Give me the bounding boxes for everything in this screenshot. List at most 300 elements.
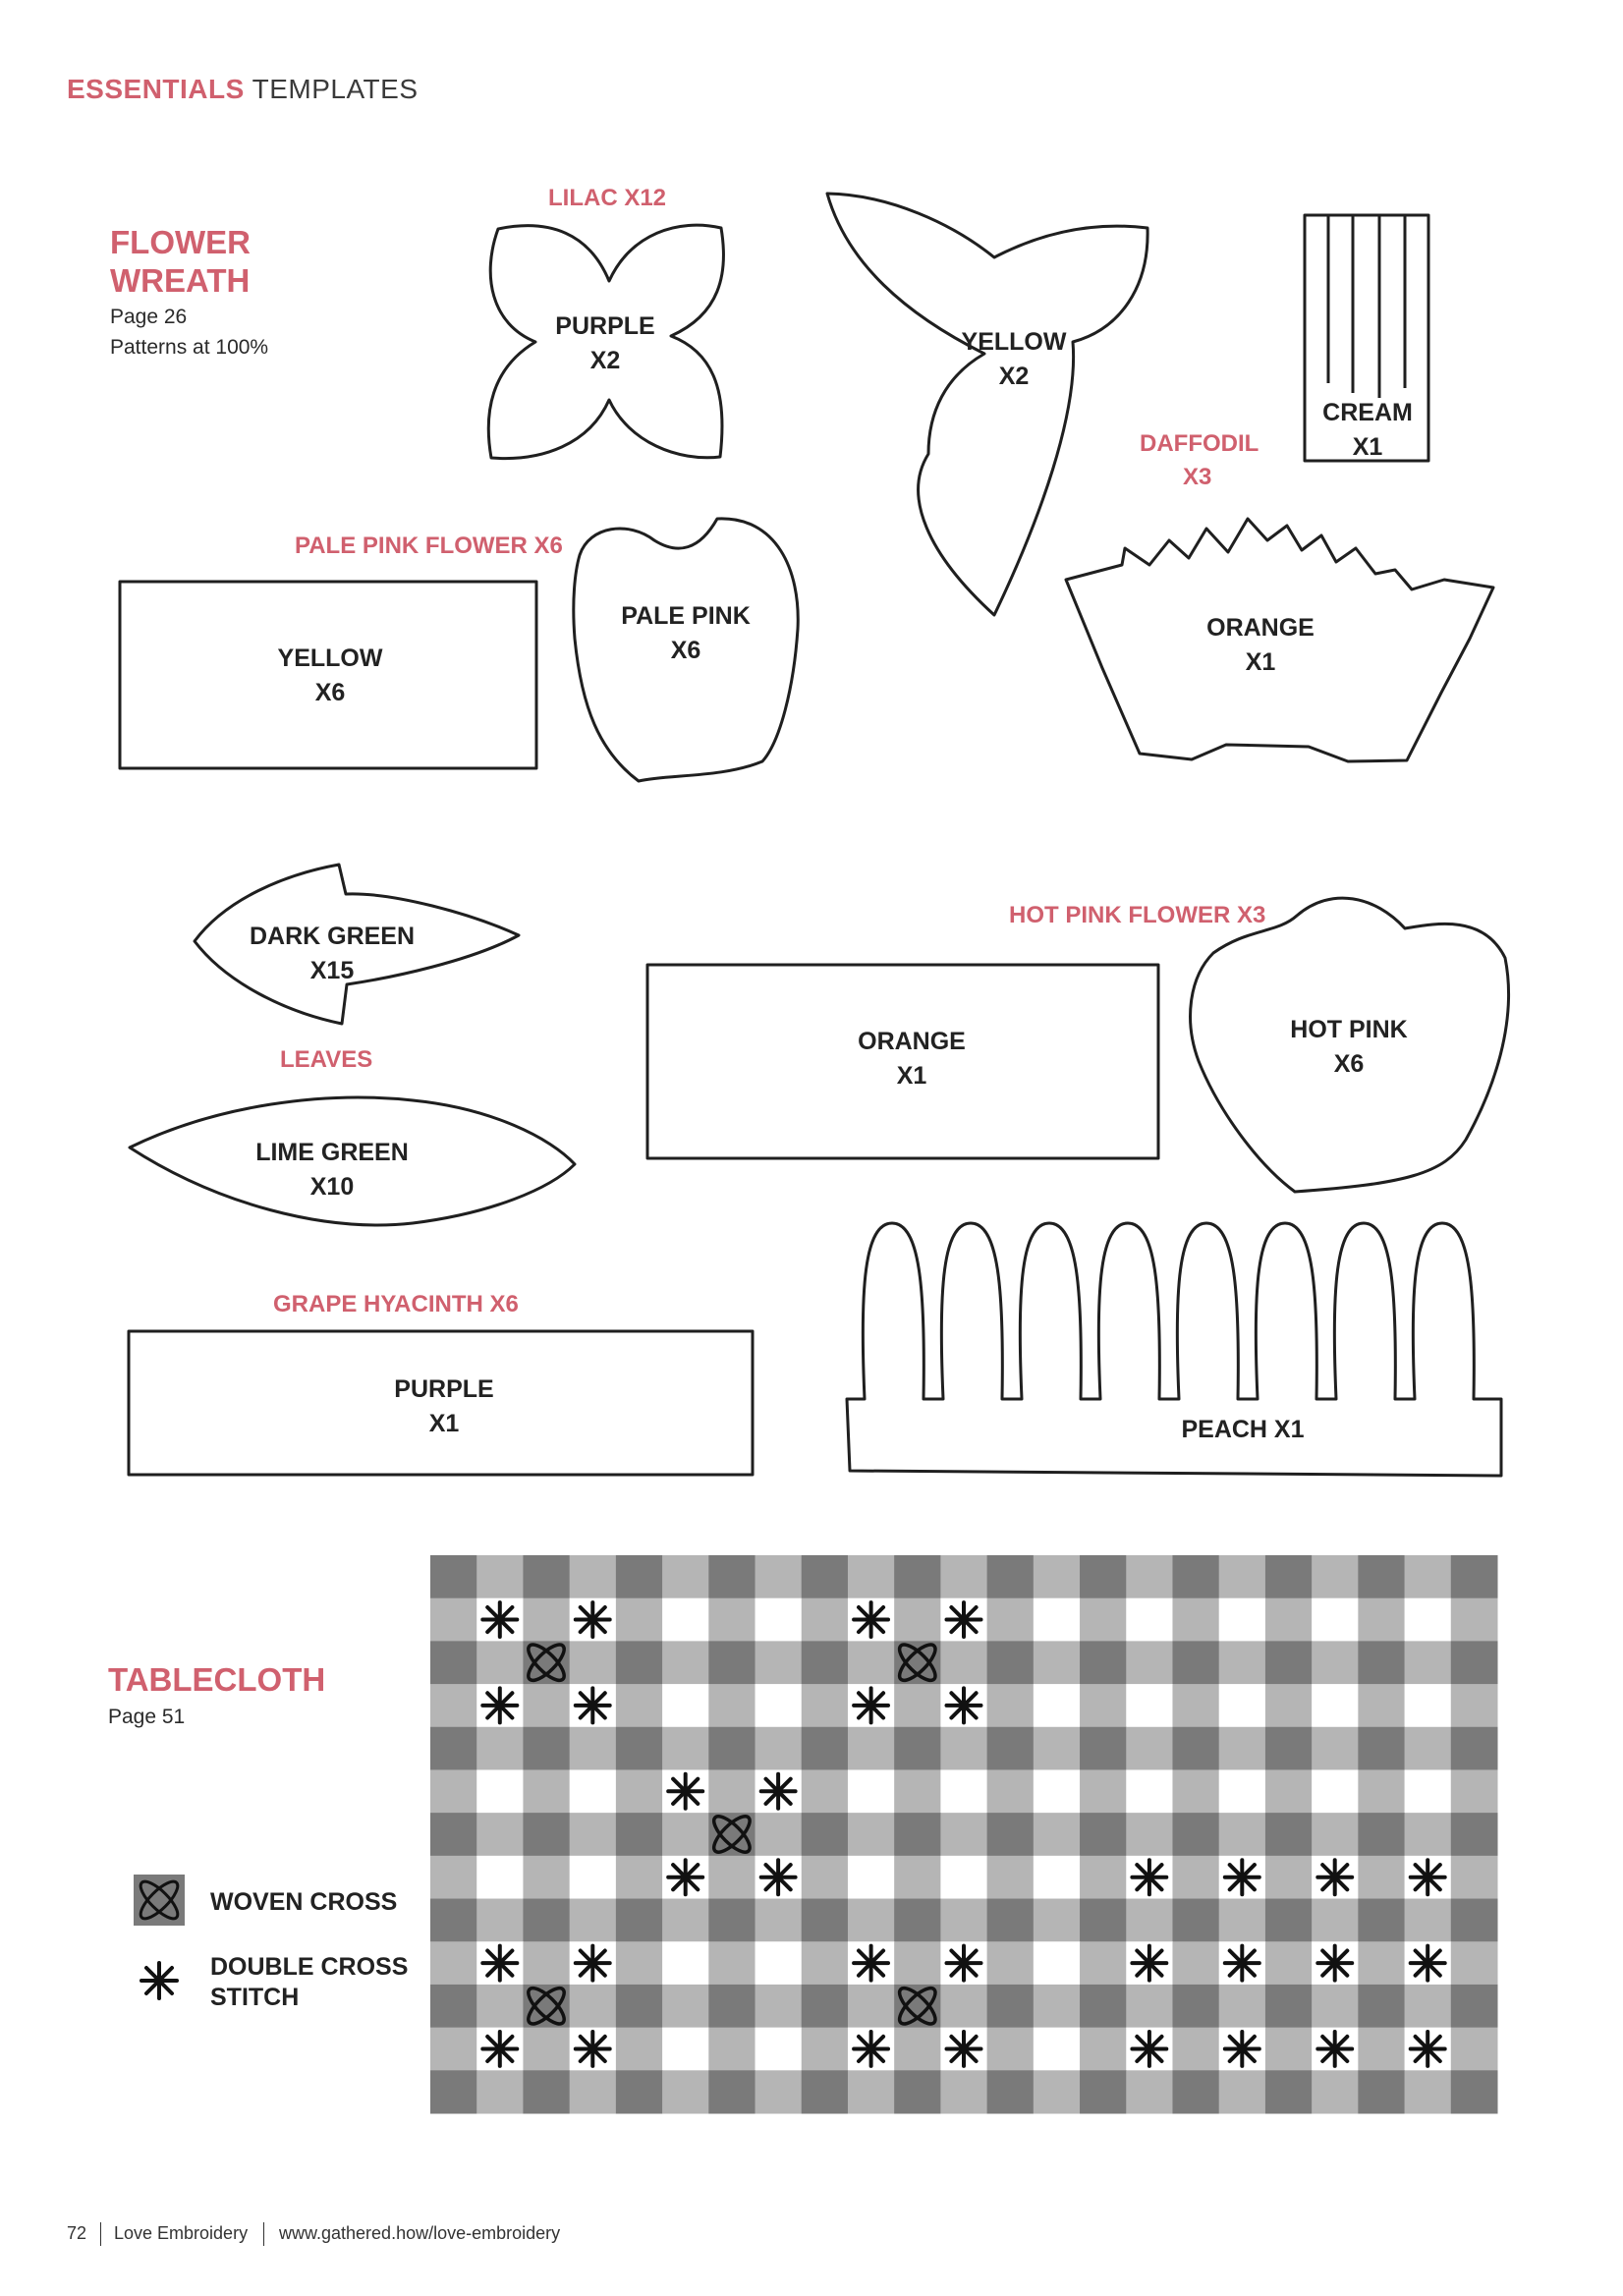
double-cross-stitch [1132, 1946, 1166, 1981]
gingham-cell [1358, 1941, 1405, 1985]
gingham-cell [1451, 1941, 1498, 1985]
gingham-cell [1219, 1727, 1266, 1770]
gingham-cell [1358, 1684, 1405, 1727]
pale-pink-strip-quantity: X6 [314, 678, 346, 706]
double-cross-stitch [668, 1860, 702, 1894]
gingham-cell [756, 1941, 803, 1985]
gingham-cell [662, 1598, 709, 1642]
gingham-cell [1451, 1555, 1498, 1598]
double-cross-stitch [1132, 1860, 1166, 1894]
gingham-cell [616, 1555, 663, 1598]
gingham-cell [1126, 1813, 1173, 1856]
gingham-cell [987, 1899, 1035, 1942]
gingham-cell [662, 1813, 709, 1856]
gingham-cell [848, 1985, 895, 2028]
daffodil-trumpet-colour: ORANGE [1206, 614, 1315, 642]
double-cross-stitch [482, 2032, 517, 2066]
daffodil-stamen-colour: CREAM [1322, 399, 1413, 426]
gingham-cell [1358, 1985, 1405, 2028]
gingham-cell [894, 1555, 941, 1598]
gingham-cell [1358, 1899, 1405, 1942]
gingham-cell [430, 2028, 477, 2071]
gingham-cell [1080, 1684, 1127, 1727]
flower-wreath-title-2: WREATH [110, 262, 251, 299]
gingham-cell [848, 1727, 895, 1770]
gingham-cell [848, 1555, 895, 1598]
double-cross-stitch [576, 1602, 610, 1637]
double-cross-stitch [1317, 1860, 1352, 1894]
double-cross-stitch [1317, 2032, 1352, 2066]
pale-pink-petal-label [621, 599, 751, 667]
gingham-cell [1265, 1985, 1313, 2028]
gingham-cell [1172, 1684, 1219, 1727]
dark-green-leaf-label [250, 920, 415, 987]
gingham-cell [1080, 1641, 1127, 1684]
gingham-cell [616, 2070, 663, 2113]
gingham-cell [1358, 1727, 1405, 1770]
gingham-cell [1265, 2070, 1313, 2113]
gingham-cell [1451, 1899, 1498, 1942]
gingham-cell [430, 1769, 477, 1813]
gingham-cell [802, 1555, 849, 1598]
gingham-cell [1312, 1899, 1359, 1942]
lilac-piece-label [555, 309, 654, 377]
gingham-cell [1358, 1598, 1405, 1642]
gingham-cell [848, 1769, 895, 1813]
gingham-cell [940, 1899, 987, 1942]
grape-hyacinth-group-label: GRAPE HYACINTH X6 [273, 1291, 519, 1317]
double-cross-stitch [1411, 1860, 1445, 1894]
gingham-cell [1080, 2028, 1127, 2071]
gingham-cell [1219, 2070, 1266, 2113]
gingham-cell [570, 1641, 617, 1684]
gingham-cell [987, 2070, 1035, 2113]
gingham-cell [848, 1856, 895, 1899]
gingham-cell [756, 1684, 803, 1727]
gingham-cell [1080, 1899, 1127, 1942]
gingham-cell [616, 1598, 663, 1642]
grape-hyacinth-strip-label [394, 1372, 493, 1440]
gingham-cell [1034, 2070, 1081, 2113]
hot-pink-petal-label [1290, 1013, 1407, 1081]
double-cross-stitch [1132, 2032, 1166, 2066]
gingham-cell [894, 1941, 941, 1985]
flower-wreath-page: Page 26 [110, 306, 188, 328]
gingham-cell [848, 1641, 895, 1684]
tablecloth-title: TABLECLOTH [108, 1661, 326, 1698]
gingham-cell [430, 1684, 477, 1727]
gingham-cell [1034, 1941, 1081, 1985]
gingham-cell [1312, 1555, 1359, 1598]
gingham-cell [430, 1985, 477, 2028]
gingham-cell [430, 1555, 477, 1598]
grape-hyacinth-strip-colour: PURPLE [394, 1375, 494, 1403]
gingham-cell [1451, 1598, 1498, 1642]
gingham-cell [523, 1684, 570, 1727]
gingham-cell [1451, 1856, 1498, 1899]
pale-pink-strip-colour: YELLOW [277, 644, 383, 672]
gingham-cell [708, 2070, 756, 2113]
double-cross-stitch [947, 1688, 981, 1722]
gingham-cell [940, 1641, 987, 1684]
gingham-cell [476, 1813, 524, 1856]
gingham-cell [570, 1555, 617, 1598]
double-cross-stitch [947, 1602, 981, 1637]
gingham-cell [756, 2070, 803, 2113]
double-cross-stitch [854, 1602, 888, 1637]
footer-separator-2 [263, 2222, 264, 2246]
hot-pink-strip-label [858, 1025, 966, 1092]
gingham-cell [1265, 1727, 1313, 1770]
gingham-cell [1405, 1899, 1452, 1942]
gingham-cell [1034, 1985, 1081, 2028]
gingham-cell [430, 2070, 477, 2113]
gingham-cell [523, 1555, 570, 1598]
woven-cross-legend-label: WOVEN CROSS [210, 1888, 398, 1916]
gingham-cell [848, 1813, 895, 1856]
gingham-cell [894, 1598, 941, 1642]
daffodil-petals-label [962, 325, 1067, 393]
double-cross-stitch [947, 2032, 981, 2066]
gingham-cell [662, 1641, 709, 1684]
gingham-cell [802, 1899, 849, 1942]
gingham-cell [708, 2028, 756, 2071]
gingham-cell [708, 1985, 756, 2028]
gingham-cell [662, 1555, 709, 1598]
double-cross-stitch [1225, 1946, 1259, 1981]
double-cross-stitch [1411, 1946, 1445, 1981]
gingham-cell [570, 1899, 617, 1942]
gingham-cell [616, 1856, 663, 1899]
gingham-cell [1312, 2070, 1359, 2113]
gingham-cell [1219, 1899, 1266, 1942]
lime-green-leaf-quantity: X10 [309, 1172, 355, 1201]
gingham-cell [1312, 1598, 1359, 1642]
gingham-cell [662, 1727, 709, 1770]
daffodil-group-label-1: DAFFODIL [1140, 430, 1259, 457]
gingham-cell [1172, 1899, 1219, 1942]
gingham-cell [756, 1555, 803, 1598]
gingham-cell [1219, 1555, 1266, 1598]
gingham-cell [1172, 1641, 1219, 1684]
gingham-cell [523, 1769, 570, 1813]
double-cross-stitch [1317, 1946, 1352, 1981]
gingham-cell [708, 1598, 756, 1642]
gingham-cell [987, 1769, 1035, 1813]
flower-wreath-title-1: FLOWER [110, 224, 251, 260]
gingham-cell [1265, 1684, 1313, 1727]
gingham-cell [1126, 1769, 1173, 1813]
hot-pink-petal-colour: HOT PINK [1290, 1016, 1408, 1043]
gingham-cell [1034, 1684, 1081, 1727]
gingham-cell [616, 1641, 663, 1684]
gingham-cell [1405, 2070, 1452, 2113]
gingham-cell [802, 1598, 849, 1642]
daffodil-petals-colour: YELLOW [961, 328, 1067, 356]
gingham-cell [1219, 1985, 1266, 2028]
gingham-cell [1172, 2070, 1219, 2113]
gingham-cell [1312, 1684, 1359, 1727]
gingham-cell [1126, 1985, 1173, 2028]
gingham-cell [708, 1641, 756, 1684]
lilac-group-label: LILAC X12 [548, 185, 667, 211]
gingham-cell [1312, 1769, 1359, 1813]
gingham-cell [430, 1813, 477, 1856]
gingham-cell [1034, 2028, 1081, 2071]
daffodil-stamen-quantity: X1 [1352, 432, 1383, 461]
gingham-cell [1265, 1769, 1313, 1813]
gingham-cell [616, 1813, 663, 1856]
double-cross-stitch [761, 1860, 796, 1894]
gingham-cell [802, 1684, 849, 1727]
gingham-cell [802, 2028, 849, 2071]
gingham-cell [802, 1813, 849, 1856]
gingham-cell [1451, 2028, 1498, 2071]
gingham-cell [1219, 1684, 1266, 1727]
gingham-cell [476, 1856, 524, 1899]
gingham-cell [802, 1727, 849, 1770]
gingham-cell [1080, 2070, 1127, 2113]
gingham-cell [1172, 1727, 1219, 1770]
gingham-cell [1172, 1985, 1219, 2028]
double-cross-stitch [854, 2032, 888, 2066]
header-highlight: ESSENTIALS [67, 74, 245, 104]
gingham-cell [1172, 1813, 1219, 1856]
gingham-cell [523, 1941, 570, 1985]
gingham-cell [1265, 1598, 1313, 1642]
daffodil-stamen-label [1322, 396, 1413, 464]
double-cross-stitch [1411, 2032, 1445, 2066]
gingham-cell [756, 1727, 803, 1770]
gingham-cell [1080, 1985, 1127, 2028]
gingham-cell [940, 1856, 987, 1899]
gingham-cell [1172, 1769, 1219, 1813]
daffodil-petals-quantity: X2 [998, 362, 1030, 390]
gingham-cell [708, 1856, 756, 1899]
gingham-cell [1265, 1941, 1313, 1985]
gingham-cell [894, 1769, 941, 1813]
gingham-cell [1219, 1813, 1266, 1856]
gingham-cell [616, 1985, 663, 2028]
hot-pink-group-label: HOT PINK FLOWER X3 [1009, 902, 1266, 928]
gingham-cell [1265, 1899, 1313, 1942]
gingham-cell [662, 2070, 709, 2113]
gingham-cell [894, 1813, 941, 1856]
gingham-cell [894, 1899, 941, 1942]
double-cross-stitch [1225, 1860, 1259, 1894]
pale-pink-strip-label [278, 642, 383, 709]
grape-hyacinth-strip-quantity: X1 [428, 1409, 460, 1437]
double-cross-legend-label-2: STITCH [210, 1984, 300, 2011]
gingham-cell [570, 2070, 617, 2113]
gingham-cell [1034, 1555, 1081, 1598]
gingham-cell [1405, 1727, 1452, 1770]
gingham-cell [1451, 1769, 1498, 1813]
gingham-cell [662, 1899, 709, 1942]
gingham-cell [1219, 1769, 1266, 1813]
gingham-cell [523, 2070, 570, 2113]
gingham-cell [940, 2070, 987, 2113]
gingham-cell [1358, 1813, 1405, 1856]
gingham-cell [1034, 1856, 1081, 1899]
pale-pink-group-label: PALE PINK FLOWER X6 [295, 532, 563, 559]
gingham-cell [1405, 1555, 1452, 1598]
page-header [67, 73, 419, 106]
gingham-cell [616, 1769, 663, 1813]
gingham-cell [1451, 1641, 1498, 1684]
gingham-cell [708, 1769, 756, 1813]
gingham-cell [1172, 1856, 1219, 1899]
gingham-cell [1405, 1598, 1452, 1642]
gingham-cell [616, 1684, 663, 1727]
gingham-cell [570, 1769, 617, 1813]
gingham-cell [1080, 1941, 1127, 1985]
gingham-cell [430, 1899, 477, 1942]
gingham-cell [1126, 1899, 1173, 1942]
double-cross-stitch [576, 1946, 610, 1981]
gingham-cell [1080, 1813, 1127, 1856]
gingham-cell [1312, 1641, 1359, 1684]
gingham-cell [523, 1856, 570, 1899]
gingham-cell [430, 1727, 477, 1770]
double-cross-stitch [761, 1774, 796, 1809]
gingham-cell [1172, 1598, 1219, 1642]
lime-green-leaf-colour: LIME GREEN [255, 1139, 409, 1166]
gingham-cell [1219, 1641, 1266, 1684]
gingham-cell [1080, 1856, 1127, 1899]
gingham-cell [1358, 1769, 1405, 1813]
gingham-cell [1080, 1555, 1127, 1598]
gingham-cell [570, 1727, 617, 1770]
gingham-cell [940, 1985, 987, 2028]
double-cross-legend-icon [134, 1955, 185, 2006]
gingham-cell [1405, 1769, 1452, 1813]
gingham-cell [802, 1985, 849, 2028]
footer-separator-1 [100, 2222, 101, 2246]
gingham-cell [523, 1813, 570, 1856]
gingham-cell [1080, 1769, 1127, 1813]
gingham-cell [1126, 1598, 1173, 1642]
gingham-cell [1265, 2028, 1313, 2071]
pale-pink-petal-colour: PALE PINK [621, 602, 751, 630]
gingham-cell [987, 1856, 1035, 1899]
gingham-cell [1358, 1555, 1405, 1598]
gingham-cell [708, 1899, 756, 1942]
footer-url[interactable]: www.gathered.how/love-embroidery [279, 2223, 561, 2243]
gingham-cell [1126, 1684, 1173, 1727]
lime-green-leaf-label [255, 1136, 409, 1204]
gingham-cell [1034, 1641, 1081, 1684]
gingham-cell [430, 1641, 477, 1684]
gingham-cell [708, 1941, 756, 1985]
gingham-cell [1172, 2028, 1219, 2071]
hot-pink-petal-quantity: X6 [1333, 1049, 1365, 1078]
gingham-cell [1265, 1856, 1313, 1899]
double-cross-stitch [576, 1688, 610, 1722]
gingham-cell [894, 2028, 941, 2071]
gingham-cell [894, 1684, 941, 1727]
gingham-cell [756, 1641, 803, 1684]
gingham-cell [987, 1684, 1035, 1727]
gingham-cell [476, 1899, 524, 1942]
gingham-cell [1358, 2028, 1405, 2071]
gingham-cell [1034, 1899, 1081, 1942]
gingham-cell [430, 1856, 477, 1899]
gingham-cell [1358, 2070, 1405, 2113]
gingham-cell [1126, 2070, 1173, 2113]
gingham-cell [523, 1598, 570, 1642]
lilac-quantity: X2 [589, 346, 621, 374]
gingham-cell [1405, 1684, 1452, 1727]
gingham-cell [802, 1641, 849, 1684]
gingham-cell [894, 1727, 941, 1770]
gingham-cell [476, 1727, 524, 1770]
gingham-cell [1172, 1555, 1219, 1598]
gingham-cell [430, 1598, 477, 1642]
gingham-cell [987, 2028, 1035, 2071]
gingham-cell [1126, 1641, 1173, 1684]
gingham-cell [802, 2070, 849, 2113]
footer-magazine: Love Embroidery [114, 2223, 249, 2243]
double-cross-stitch [576, 2032, 610, 2066]
gingham-cell [1451, 1985, 1498, 2028]
gingham-cell [476, 1641, 524, 1684]
gingham-cell [616, 1727, 663, 1770]
gingham-cell [570, 1985, 617, 2028]
gingham-cell [940, 1555, 987, 1598]
gingham-cell [1451, 1727, 1498, 1770]
gingham-cell [848, 1899, 895, 1942]
gingham-cell [708, 1727, 756, 1770]
daffodil-yellow-template [827, 194, 1147, 615]
gingham-cell [940, 1769, 987, 1813]
gingham-cell [616, 2028, 663, 2071]
gingham-cell [1034, 1727, 1081, 1770]
gingham-cell [987, 1641, 1035, 1684]
gingham-cell [476, 1769, 524, 1813]
tablecloth-page: Page 51 [108, 1706, 186, 1728]
gingham-cell [1172, 1941, 1219, 1985]
gingham-cell [756, 1985, 803, 2028]
gingham-cell [1451, 1684, 1498, 1727]
double-cross-stitch [482, 1602, 517, 1637]
gingham-cell [523, 1899, 570, 1942]
gingham-cell [940, 1813, 987, 1856]
gingham-cell [1312, 1727, 1359, 1770]
gingham-cell [1451, 2070, 1498, 2113]
gingham-cell [1265, 1555, 1313, 1598]
double-cross-stitch [947, 1946, 981, 1981]
gingham-cell [1080, 1598, 1127, 1642]
gingham-cell [523, 1727, 570, 1770]
gingham-cell [987, 1598, 1035, 1642]
gingham-cell [476, 2070, 524, 2113]
gingham-cell [802, 1941, 849, 1985]
header-rest: TEMPLATES [252, 74, 419, 104]
gingham-cell [756, 1813, 803, 1856]
double-cross-stitch [854, 1688, 888, 1722]
gingham-cell [894, 1856, 941, 1899]
gingham-cell [756, 2028, 803, 2071]
gingham-cell [476, 1555, 524, 1598]
gingham-cell [1219, 1598, 1266, 1642]
gingham-cell [802, 1856, 849, 1899]
gingham-cell [894, 2070, 941, 2113]
gingham-cell [756, 1598, 803, 1642]
peach-fringe-label: PEACH X1 [1181, 1416, 1305, 1443]
gingham-cell [1034, 1598, 1081, 1642]
woven-cross-legend-icon [134, 1875, 185, 1926]
